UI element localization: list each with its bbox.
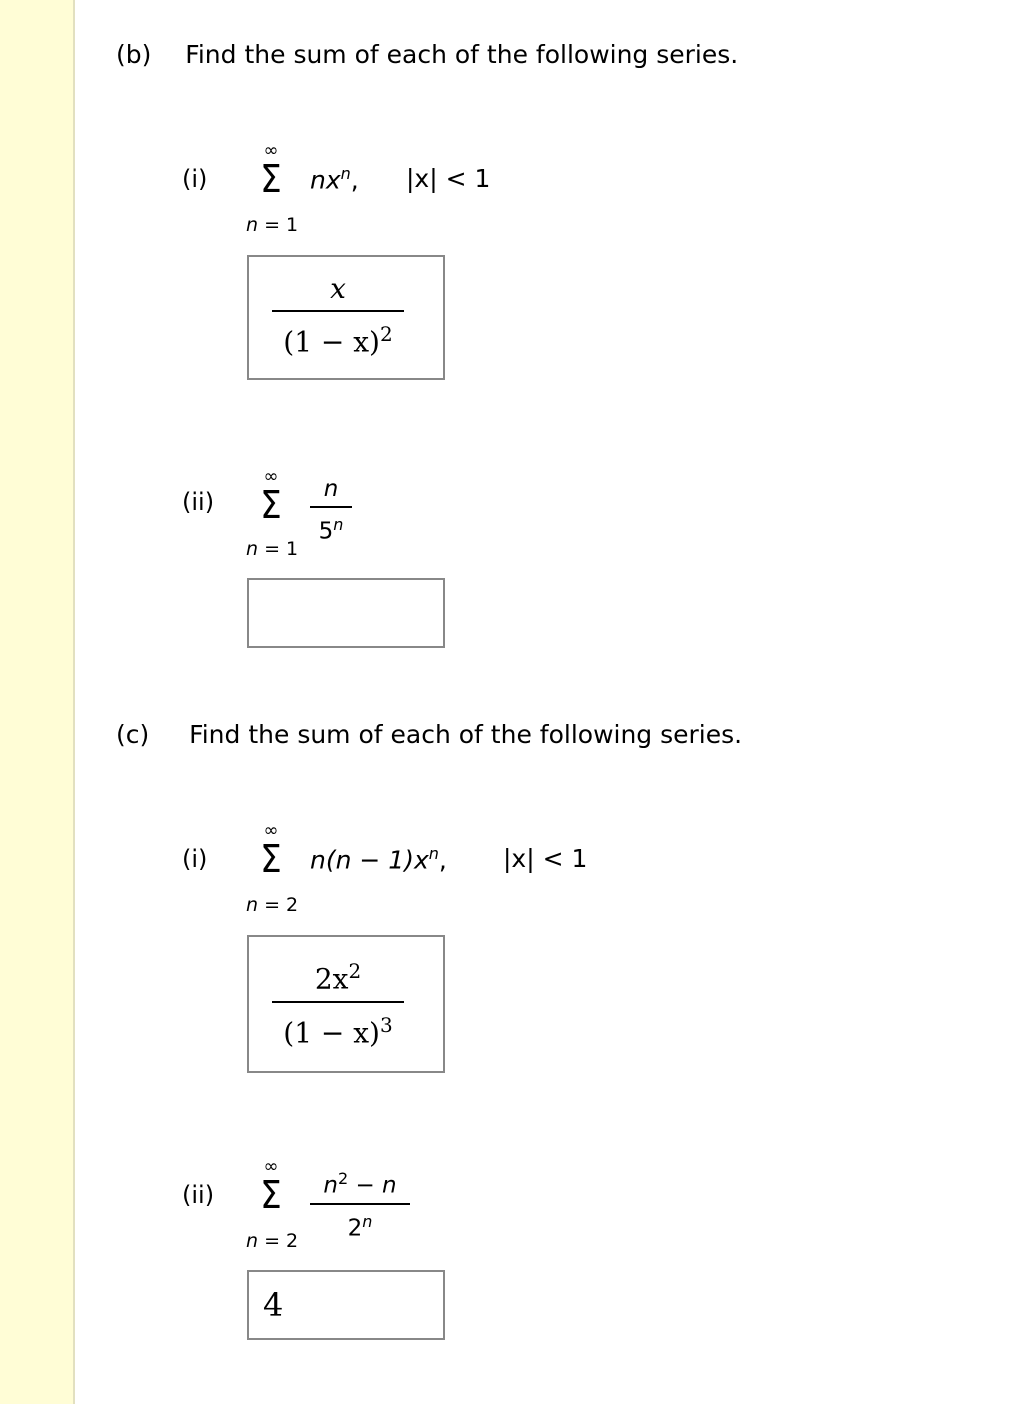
index-variable: n	[246, 214, 259, 236]
c-i-condition: |x| < 1	[503, 844, 588, 873]
b-ii-sigma	[241, 466, 301, 527]
c-i-term	[310, 844, 447, 874]
lower-bound-value: = 1	[258, 214, 299, 236]
sigma-icon: Σ	[260, 837, 282, 881]
sigma-icon: Σ	[260, 157, 282, 201]
term-exponent: n	[428, 844, 439, 863]
b-i-label: (i)	[182, 165, 208, 193]
c-i-lower-bound	[246, 894, 298, 916]
b-i-term	[310, 164, 359, 194]
infinity-symbol: ∞	[263, 820, 279, 841]
b-i-lower-bound	[246, 214, 298, 236]
answer-denominator-base: (1 − x)	[283, 1016, 380, 1050]
answer-denominator-exponent: 2	[379, 322, 393, 346]
answer-numerator	[272, 953, 404, 997]
denominator-base: 2	[347, 1215, 363, 1242]
left-margin-stripe	[0, 0, 75, 1404]
denominator-exponent: n	[333, 515, 344, 534]
answer-denominator-base: (1 − x)	[283, 325, 380, 359]
part-c-heading	[116, 720, 742, 749]
sigma-icon: Σ	[260, 483, 282, 527]
c-ii-sigma	[241, 1156, 301, 1217]
index-variable: n	[246, 894, 259, 916]
b-i-sigma	[241, 140, 301, 201]
index-variable: n	[246, 1230, 259, 1252]
infinity-symbol: ∞	[263, 140, 279, 161]
term-comma: ,	[350, 165, 359, 195]
term-denominator	[310, 1207, 410, 1244]
answer-numerator: x	[330, 272, 346, 305]
b-ii-term-fraction	[310, 474, 352, 547]
infinity-symbol: ∞	[263, 466, 279, 487]
numerator-exponent: 2	[337, 1169, 349, 1188]
b-ii-lower-bound	[246, 538, 298, 560]
c-i-answer-box[interactable]	[247, 935, 445, 1073]
part-c-prompt: Find the sum of each of the following series.	[189, 720, 743, 749]
answer-denominator-exponent: 3	[379, 1013, 393, 1038]
infinity-symbol: ∞	[263, 1156, 279, 1177]
c-ii-label: (ii)	[182, 1181, 215, 1209]
c-ii-lower-bound	[246, 1230, 298, 1252]
c-i-answer-fraction	[272, 953, 404, 1052]
b-i-condition: |x| < 1	[406, 164, 491, 193]
term-base: nx	[310, 165, 341, 195]
numerator-rest: − n	[348, 1172, 397, 1199]
sigma-icon: Σ	[260, 1173, 282, 1217]
b-i-answer-fraction	[272, 271, 404, 360]
lower-bound-value: = 2	[258, 1230, 299, 1252]
denominator-exponent: n	[362, 1211, 373, 1231]
answer-numerator-exponent: 2	[348, 959, 362, 983]
fraction-bar	[272, 1001, 404, 1003]
fraction-bar	[310, 506, 352, 508]
numerator-base: n	[323, 1172, 338, 1199]
answer-denominator	[272, 316, 404, 360]
part-b-prompt: Find the sum of each of the following series.	[185, 40, 739, 69]
b-ii-answer-box[interactable]	[247, 578, 445, 648]
term-numerator	[310, 1164, 410, 1201]
fraction-bar	[272, 310, 404, 312]
b-ii-label: (ii)	[182, 488, 215, 516]
lower-bound-value: = 1	[258, 538, 299, 560]
c-ii-answer-value: 4	[263, 1286, 284, 1324]
c-i-sigma	[241, 820, 301, 881]
term-comma: ,	[438, 845, 447, 875]
part-b-heading	[116, 40, 738, 69]
b-i-answer-box[interactable]	[247, 255, 445, 380]
answer-denominator	[272, 1007, 404, 1051]
term-exponent: n	[340, 164, 351, 183]
term-base: n(n − 1)x	[310, 845, 429, 875]
term-denominator	[310, 510, 352, 547]
answer-numerator-base: 2x	[314, 962, 349, 996]
part-c-letter: (c)	[116, 720, 150, 749]
index-variable: n	[246, 538, 259, 560]
c-i-label: (i)	[182, 845, 208, 873]
part-b-letter: (b)	[116, 40, 152, 69]
c-ii-answer-box[interactable]	[247, 1270, 445, 1340]
term-numerator: n	[323, 476, 339, 502]
denominator-base: 5	[318, 518, 334, 545]
lower-bound-value: = 2	[258, 894, 299, 916]
fraction-bar	[310, 1203, 410, 1205]
c-ii-term-fraction	[310, 1164, 410, 1243]
